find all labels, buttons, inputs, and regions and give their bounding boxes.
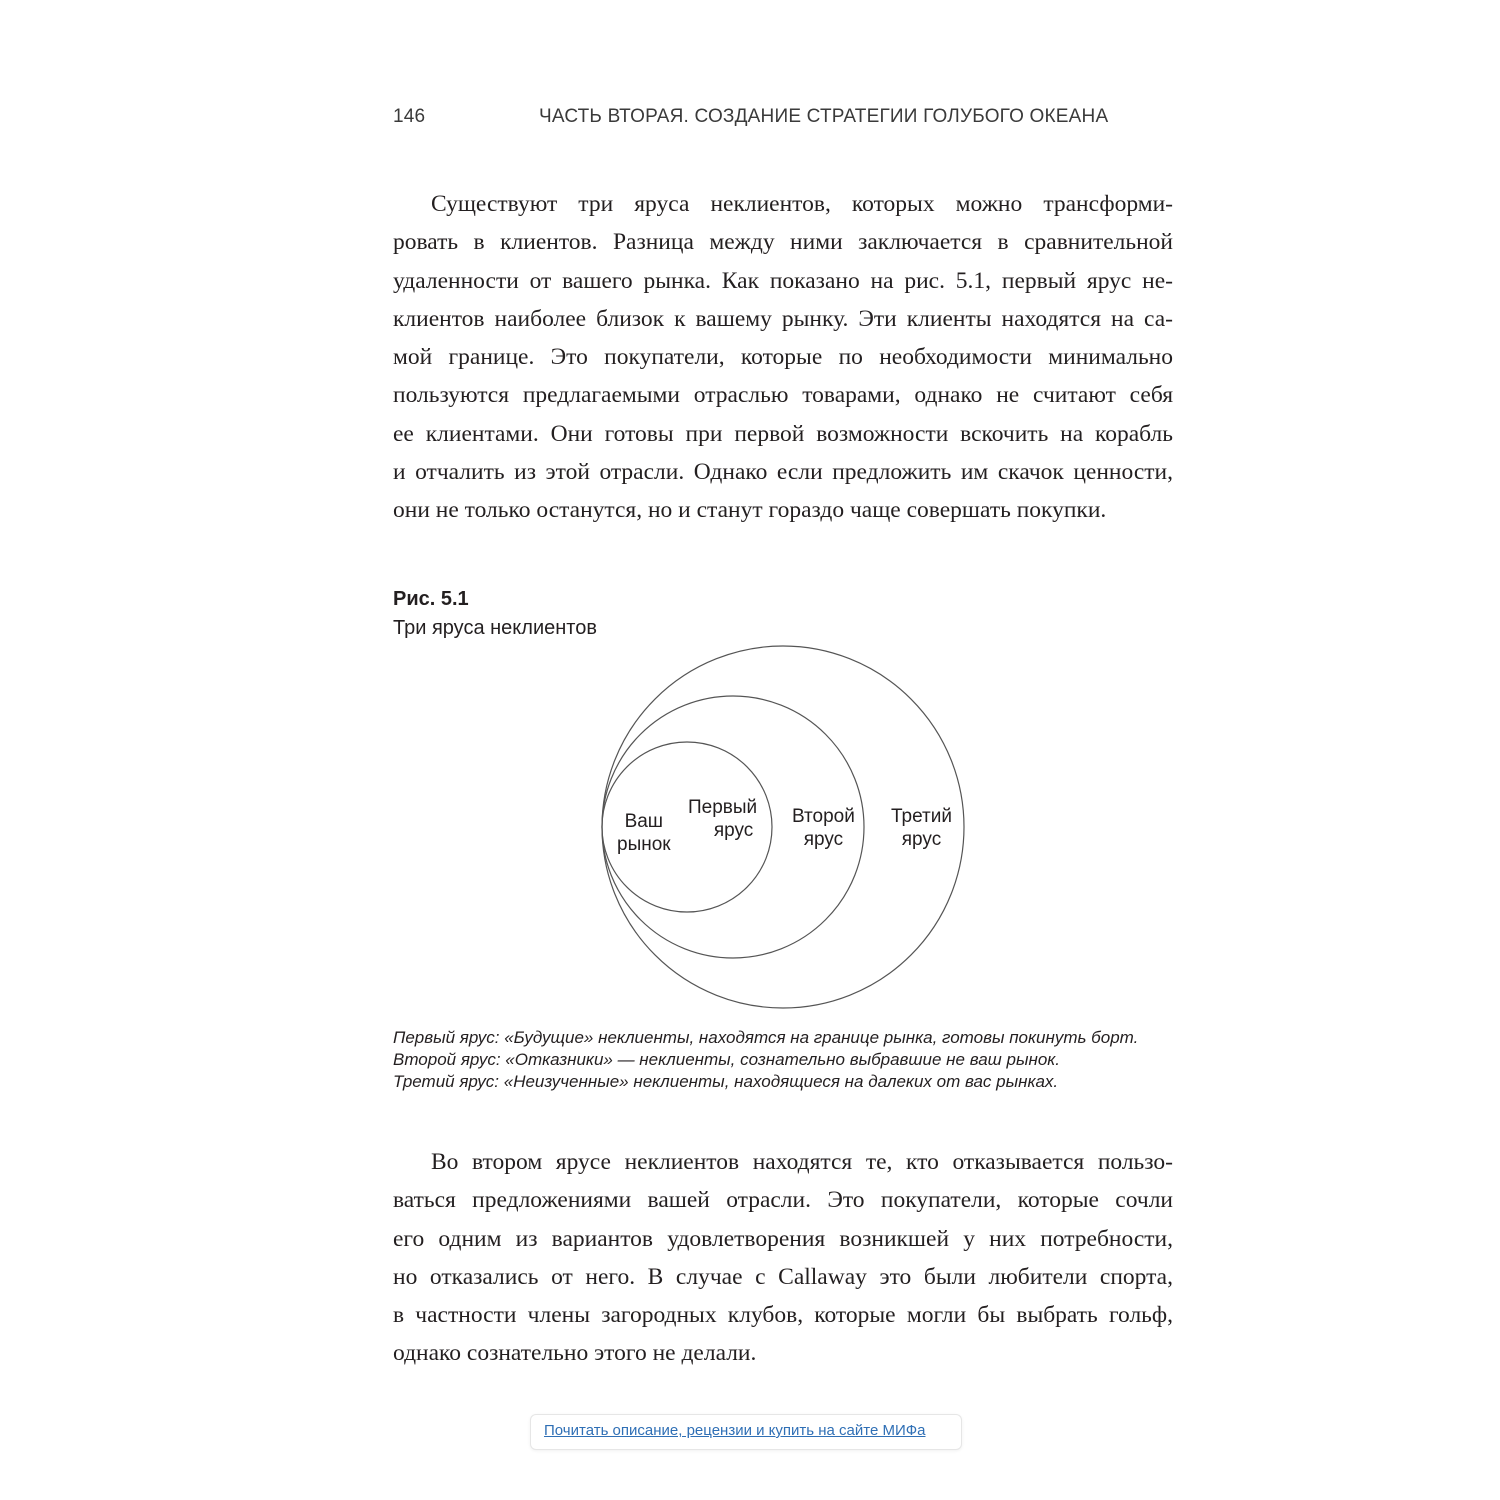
text-line: его одним из вариантов удовлетворения возникшей у них потребности,: [393, 1225, 1173, 1252]
text-line: в частности члены загородных клубов, которые могли бы выбрать гольф,: [393, 1302, 1173, 1329]
text-line: пользуются предлагаемыми отраслью товарами, однако не считают себя: [393, 382, 1173, 409]
text-line: клиентов наиболее близок к вашему рынку. Эти клиенты находятся на са-: [393, 305, 1173, 332]
text-line: удаленности от вашего рынка. Как показано на рис. 5.1, первый ярус не-: [393, 267, 1173, 294]
text-line: но отказались от него. В случае с Callaway это были любители спорта,: [393, 1263, 1173, 1290]
tiers-diagram: [590, 640, 980, 1020]
figure-title: Три яруса неклиентов: [393, 617, 597, 639]
text-line: Во втором ярусе неклиентов находятся те, кто отказывается пользо-: [431, 1149, 1173, 1175]
page-number: 146: [393, 106, 426, 127]
chapter-title: ЧАСТЬ ВТОРАЯ. СОЗДАНИЕ СТРАТЕГИИ ГОЛУБОГО ОКЕАНА: [539, 106, 1109, 127]
tier1-label: Первый ярус: [688, 797, 758, 841]
caption-tier2: Второй ярус: «Отказники» — неклиенты, сознательно выбравшие не ваш рынок.: [393, 1050, 1061, 1069]
market-label: Ваш рынок: [617, 811, 671, 855]
purchase-link[interactable]: Почитать описание, рецензии и купить на сайте МИФа: [544, 1422, 926, 1439]
caption-tier1: Первый ярус: «Будущие» неклиенты, находятся на границе рынка, готовы покинуть борт.: [393, 1028, 1139, 1047]
text-line: они не только останутся, но и станут гораздо чаще совершать покупки.: [393, 497, 1107, 524]
text-line: Существуют три яруса неклиентов, которых можно трансформи-: [431, 191, 1173, 217]
text-line: ровать в клиентов. Разница между ними заключается в сравнительной: [393, 229, 1173, 256]
tier3-label: Третий ярус: [891, 806, 952, 850]
figure-captions: [393, 1027, 1193, 1093]
text-line: мой границе. Это покупатели, которые по необходимости минимально: [393, 344, 1173, 371]
paragraph-2: [393, 1143, 1173, 1373]
text-line: и отчалить из этой отрасли. Однако если предложить им скачок ценности,: [393, 459, 1173, 486]
text-line: ваться предложениями вашей отрасли. Это покупатели, которые сочли: [393, 1187, 1173, 1214]
text-line: ее клиентами. Они готовы при первой возможности вскочить на корабль: [393, 420, 1173, 447]
caption-tier3: Третий ярус: «Неизученные» неклиенты, находящиеся на далеких от вас рынках.: [393, 1072, 1059, 1091]
tier2-label: Второй ярус: [792, 806, 855, 850]
figure-label: Рис. 5.1: [393, 588, 469, 610]
running-head: [393, 106, 1173, 136]
text-line: однако сознательно этого не делали.: [393, 1340, 757, 1367]
paragraph-1: [393, 185, 1173, 530]
purchase-link-box: [530, 1414, 962, 1450]
